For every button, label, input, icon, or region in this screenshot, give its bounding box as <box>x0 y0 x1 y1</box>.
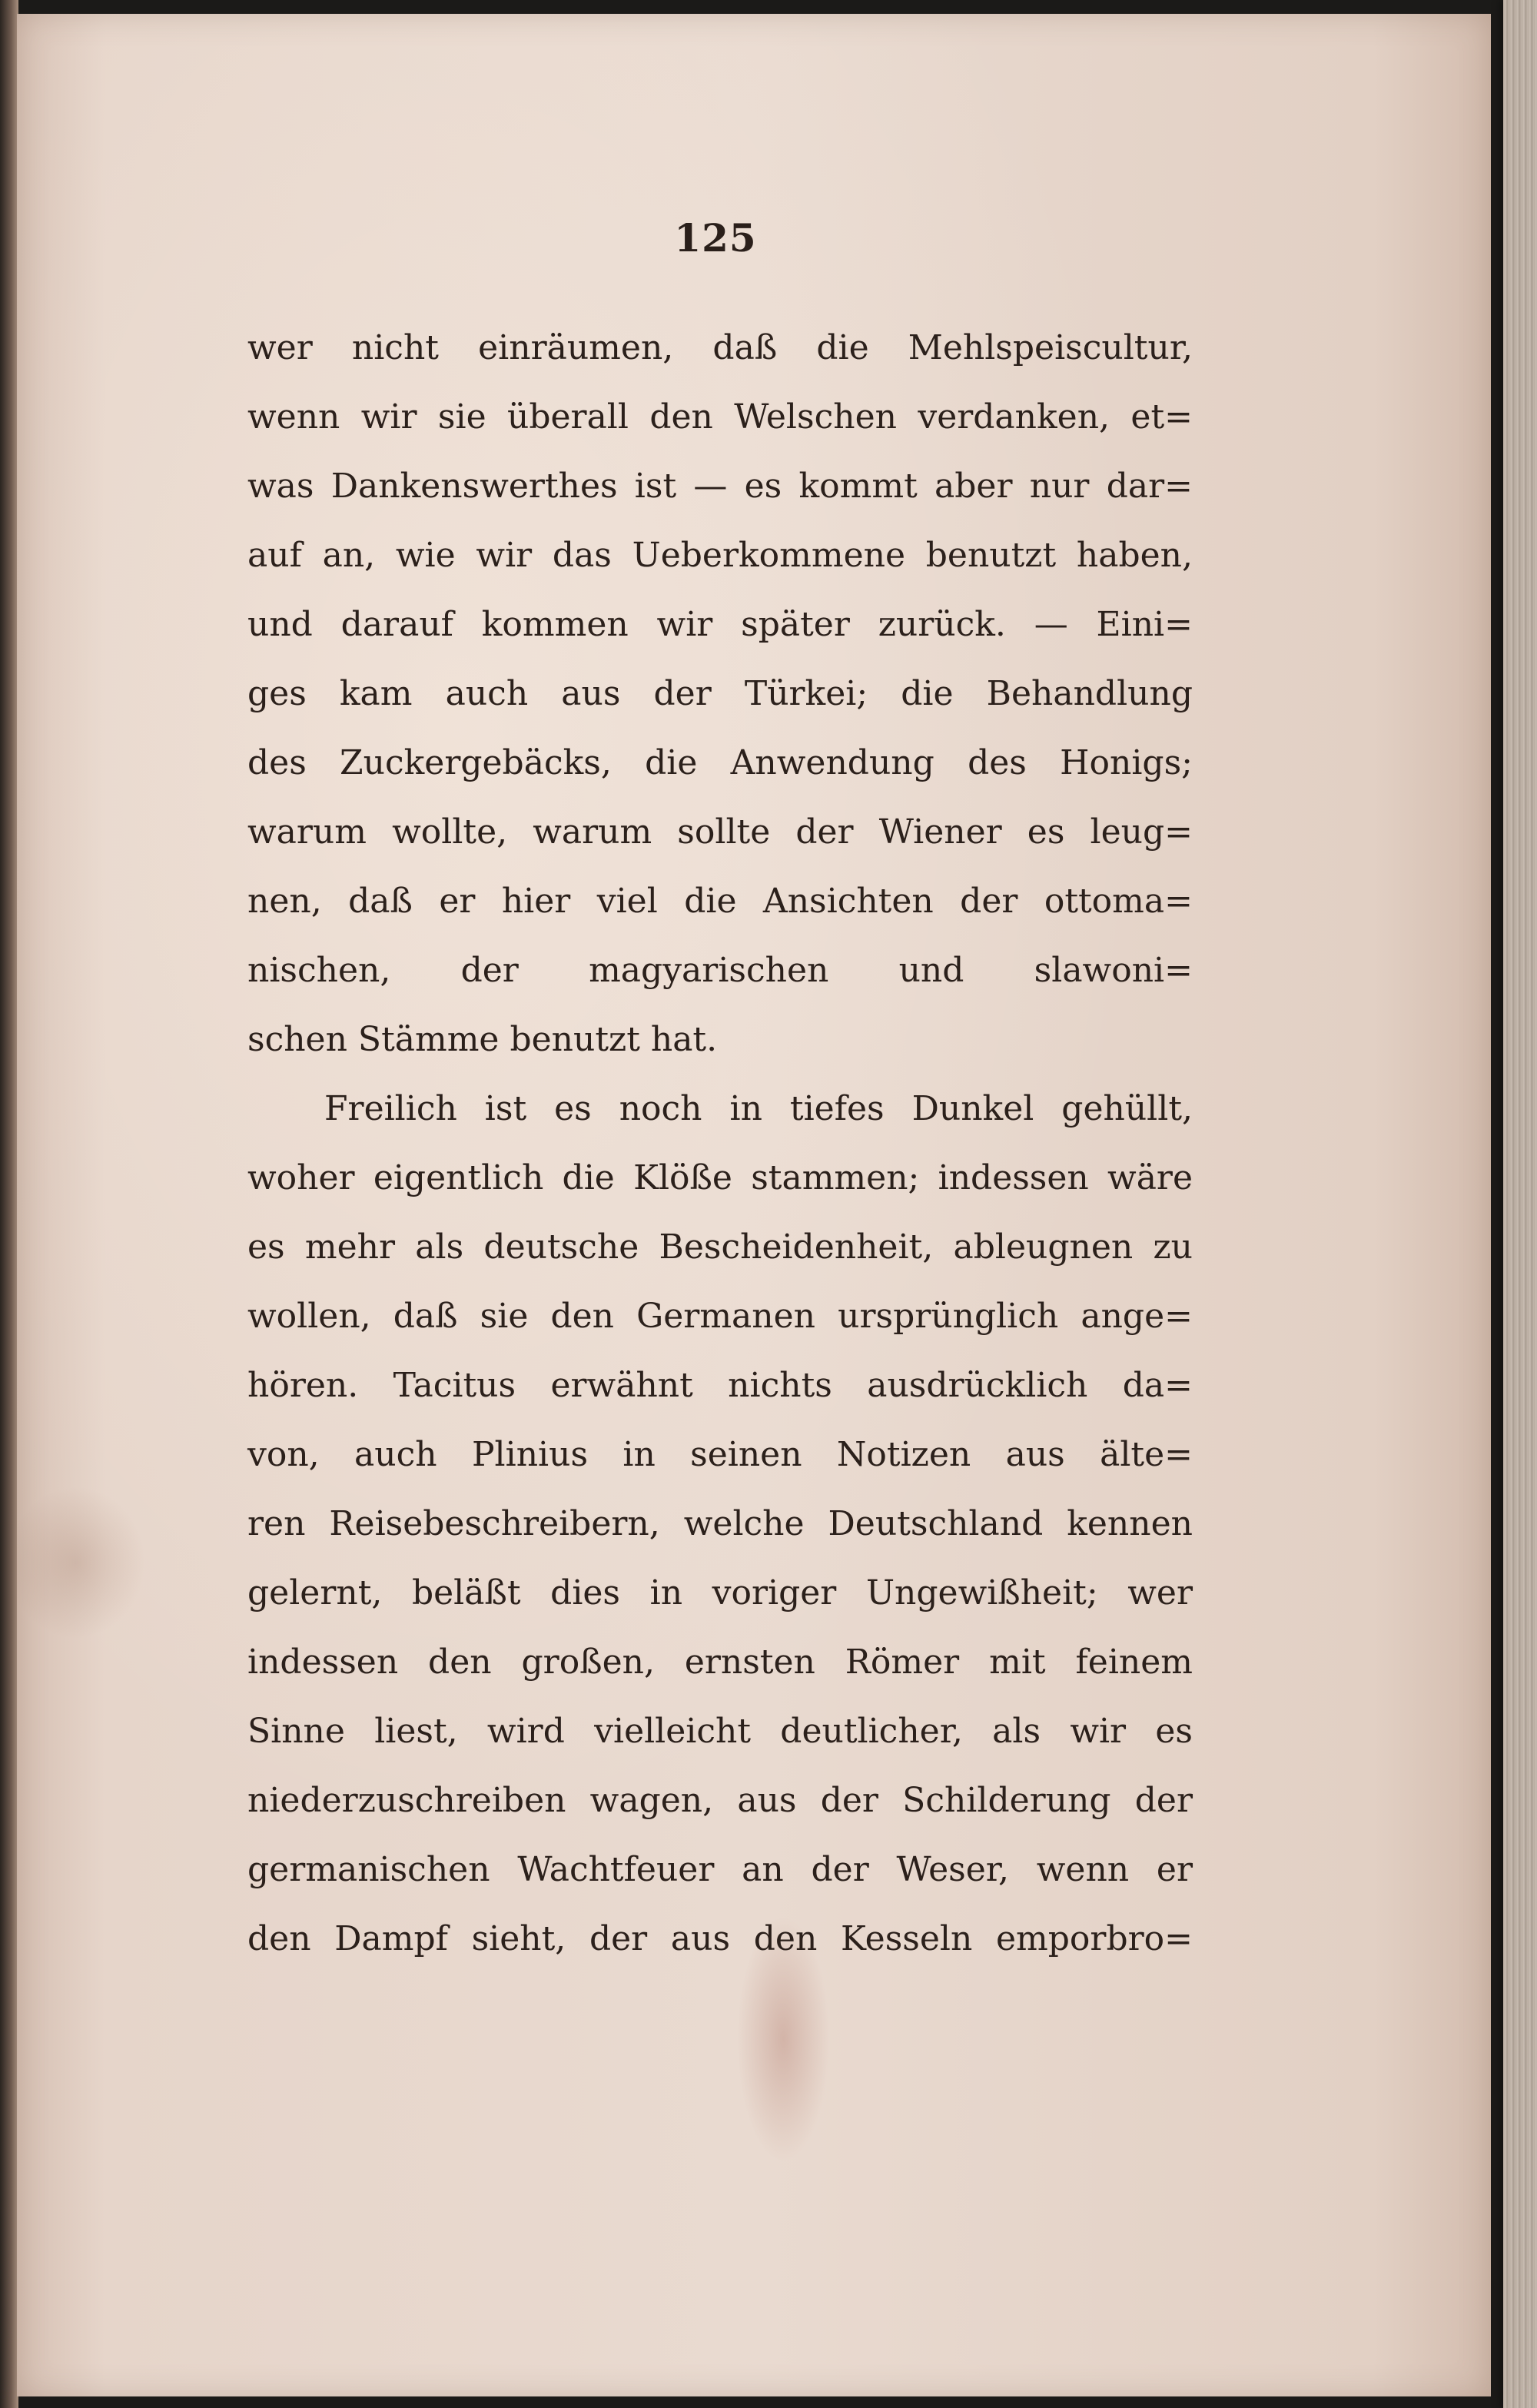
text-line: des Zuckergebäcks, die Anwendung des Honigs; <box>247 743 1193 782</box>
text-line: wenn wir sie überall den Welschen verdanken, et= <box>247 397 1193 437</box>
text-line: hören. Tacitus erwähnt nichts ausdrücklich da= <box>247 1366 1193 1405</box>
text-line: auf an, wie wir das Ueberkommene benutzt haben, <box>247 536 1193 575</box>
text-line: ges kam auch aus der Türkei; die Behandlung <box>247 674 1193 713</box>
text-line: es mehr als deutsche Bescheidenheit, ableugnen zu <box>247 1227 1193 1267</box>
text-line: wollen, daß sie den Germanen ursprünglich ange= <box>247 1297 1193 1336</box>
text-line: und darauf kommen wir später zurück. — Eini= <box>247 605 1193 644</box>
text-line: was Dankenswerthes ist — es kommt aber nur dar= <box>247 467 1193 506</box>
book-spine-edge <box>0 0 18 2408</box>
text-line: niederzuschreiben wagen, aus der Schilderung der <box>247 1781 1193 1820</box>
text-line: den Dampf sieht, der aus den Kesseln emporbro= <box>247 1919 1193 1958</box>
paragraph-end-line: schen Stämme benutzt hat. <box>247 1020 718 1059</box>
text-line: gelernt, beläßt dies in voriger Ungewißheit; wer <box>247 1573 1193 1613</box>
text-line: warum wollte, warum sollte der Wiener es leug= <box>247 812 1193 852</box>
text-line: von, auch Plinius in seinen Notizen aus älte= <box>247 1435 1193 1474</box>
paragraph-start-line: Freilich ist es noch in tiefes Dunkel gehüllt, <box>324 1089 1193 1128</box>
text-line: germanischen Wachtfeuer an der Weser, wenn er <box>247 1850 1193 1889</box>
text-line: indessen den großen, ernsten Römer mit feinem <box>247 1642 1193 1682</box>
text-line: wer nicht einräumen, daß die Mehlspeiscultur, <box>247 328 1193 367</box>
text-line: ren Reisebeschreibern, welche Deutschland kennen <box>247 1504 1193 1543</box>
book-page <box>17 14 1491 2396</box>
text-line: nen, daß er hier viel die Ansichten der ottoma= <box>247 882 1193 921</box>
text-line: nischen, der magyarischen und slawoni= <box>247 951 1193 990</box>
page-stack-edge <box>1503 0 1537 2408</box>
body-text <box>247 314 1193 1974</box>
text-line: Sinne liest, wird vielleicht deutlicher, als wir es <box>247 1712 1193 1751</box>
text-line: woher eigentlich die Klöße stammen; indessen wäre <box>247 1158 1193 1197</box>
page-number: 125 <box>674 215 757 261</box>
